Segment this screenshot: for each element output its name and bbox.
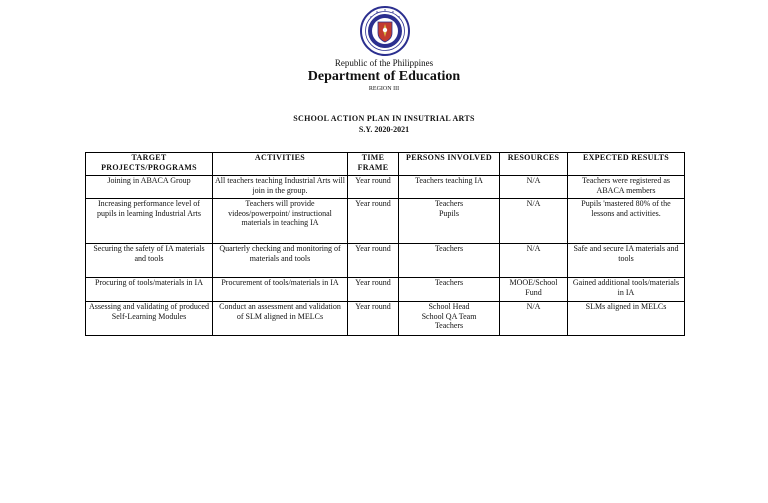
resources-cell: MOOE/School Fund — [500, 278, 568, 302]
target-cell: Securing the safety of IA materials and tools — [86, 244, 213, 278]
target-cell: Joining in ABACA Group — [86, 176, 213, 199]
time-frame-cell: Year round — [348, 244, 399, 278]
resources-cell: N/A — [500, 199, 568, 244]
persons-cell: Teachers Pupils — [399, 199, 500, 244]
column-header: EXPECTED RESULTS — [568, 153, 685, 176]
time-frame-cell: Year round — [348, 199, 399, 244]
time-frame-cell: Year round — [348, 278, 399, 302]
table-row — [86, 278, 685, 302]
column-header: TARGET PROJECTS/PROGRAMS — [86, 153, 213, 176]
results-cell: SLMs aligned in MELCs — [568, 302, 685, 336]
activities-cell: All teachers teaching Industrial Arts will join in the group. — [213, 176, 348, 199]
persons-cell: Teachers — [399, 278, 500, 302]
column-header: PERSONS INVOLVED — [399, 153, 500, 176]
activities-cell: Conduct an assessment and validation of SLM aligned in MELCs — [213, 302, 348, 336]
deped-seal-icon — [360, 6, 410, 56]
republic-label: Republic of the Philippines — [334, 58, 434, 68]
time-frame-cell: Year round — [348, 176, 399, 199]
activities-cell: Teachers will provide videos/powerpoint/ instructional materials in teaching IA — [213, 199, 348, 244]
table-row — [86, 244, 685, 278]
time-frame-cell: Year round — [348, 302, 399, 336]
column-header: RESOURCES — [500, 153, 568, 176]
plan-title: SCHOOL ACTION PLAN IN INSUTRIAL ARTS — [293, 114, 475, 123]
persons-cell: Teachers — [399, 244, 500, 278]
activities-cell: Procurement of tools/materials in IA — [213, 278, 348, 302]
column-header: ACTIVITIES — [213, 153, 348, 176]
results-cell: Pupils 'mastered 80% of the lessons and activities. — [568, 199, 685, 244]
column-header: TIME FRAME — [348, 153, 399, 176]
results-cell: Gained additional tools/materials in IA — [568, 278, 685, 302]
target-cell: Assessing and validating of produced Self-Learning Modules — [86, 302, 213, 336]
action-plan-table — [85, 152, 685, 336]
region-label: REGION III — [368, 86, 400, 92]
resources-cell: N/A — [500, 176, 568, 199]
table-row — [86, 176, 685, 199]
table-row — [86, 199, 685, 244]
target-cell: Increasing performance level of pupils in learning Industrial Arts — [86, 199, 213, 244]
persons-cell: School Head School QA Team Teachers — [399, 302, 500, 336]
table-row — [86, 302, 685, 336]
results-cell: Safe and secure IA materials and tools — [568, 244, 685, 278]
resources-cell: N/A — [500, 302, 568, 336]
resources-cell: N/A — [500, 244, 568, 278]
activities-cell: Quarterly checking and monitoring of materials and tools — [213, 244, 348, 278]
persons-cell: Teachers teaching IA — [399, 176, 500, 199]
results-cell: Teachers were registered as ABACA members — [568, 176, 685, 199]
school-year: S.Y. 2020-2021 — [358, 125, 410, 134]
target-cell: Procuring of tools/materials in IA — [86, 278, 213, 302]
table-header-row — [86, 153, 685, 176]
department-title: Department of Education — [307, 69, 461, 84]
